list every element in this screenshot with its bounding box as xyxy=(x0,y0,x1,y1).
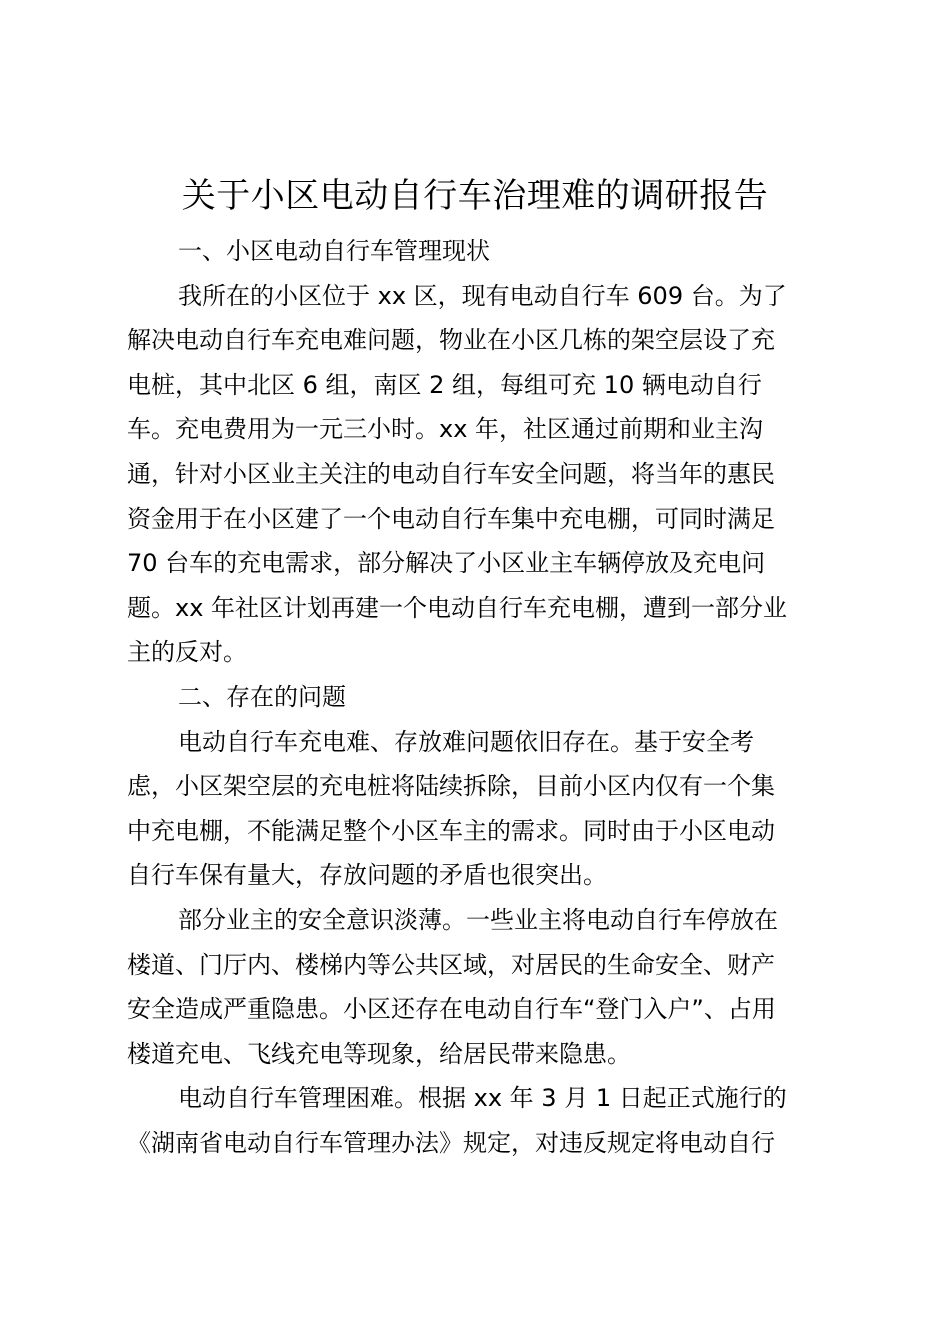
section-heading: 二、存在的问题 xyxy=(178,682,346,711)
paragraph-line: 题。xx 年社区计划再建一个电动自行车充电棚，遭到一部分业 xyxy=(127,593,788,622)
paragraph-line: 电动自行车充电难、存放难问题依旧存在。基于安全考 xyxy=(178,727,754,756)
paragraph-line: 部分业主的安全意识淡薄。一些业主将电动自行车停放在 xyxy=(178,905,778,934)
paragraph-line: 《湖南省电动自行车管理办法》规定，对违反规定将电动自行 xyxy=(127,1128,775,1157)
paragraph-line: 电桩，其中北区 6 组，南区 2 组，每组可充 10 辆电动自行 xyxy=(127,370,762,399)
section-heading: 一、小区电动自行车管理现状 xyxy=(178,237,490,265)
paragraph-line: 楼道充电、飞线充电等现象，给居民带来隐患。 xyxy=(127,1039,631,1068)
paragraph-line: 70 台车的充电需求，部分解决了小区业主车辆停放及充电问 xyxy=(127,549,766,578)
document-title: 关于小区电动自行车治理难的调研报告 xyxy=(181,176,769,216)
paragraph-line: 虑，小区架空层的充电桩将陆续拆除，目前小区内仅有一个集 xyxy=(127,772,775,801)
paragraph-line: 车。充电费用为一元三小时。xx 年，社区通过前期和业主沟 xyxy=(127,415,764,444)
paragraph-line: 资金用于在小区建了一个电动自行车集中充电棚，可同时满足 xyxy=(127,504,775,533)
paragraph-line: 楼道、门厅内、楼梯内等公共区域，对居民的生命安全、财产 xyxy=(127,950,775,979)
paragraph-line: 我所在的小区位于 xx 区，现有电动自行车 609 台。为了 xyxy=(178,281,787,310)
document-body xyxy=(127,229,827,1165)
paragraph-line: 自行车保有量大，存放问题的矛盾也很突出。 xyxy=(127,861,607,890)
paragraph-line: 通，针对小区业主关注的电动自行车安全问题，将当年的惠民 xyxy=(127,459,775,488)
paragraph-line: 安全造成严重隐患。小区还存在电动自行车“登门入户”、占用 xyxy=(127,995,776,1024)
paragraph-line: 主的反对。 xyxy=(127,638,247,667)
paragraph-line: 电动自行车管理困难。根据 xx 年 3 月 1 日起正式施行的 xyxy=(178,1084,787,1113)
paragraph-line: 中充电棚，不能满足整个小区车主的需求。同时由于小区电动 xyxy=(127,816,775,845)
paragraph-line: 解决电动自行车充电难问题，物业在小区几栋的架空层设了充 xyxy=(127,326,775,355)
